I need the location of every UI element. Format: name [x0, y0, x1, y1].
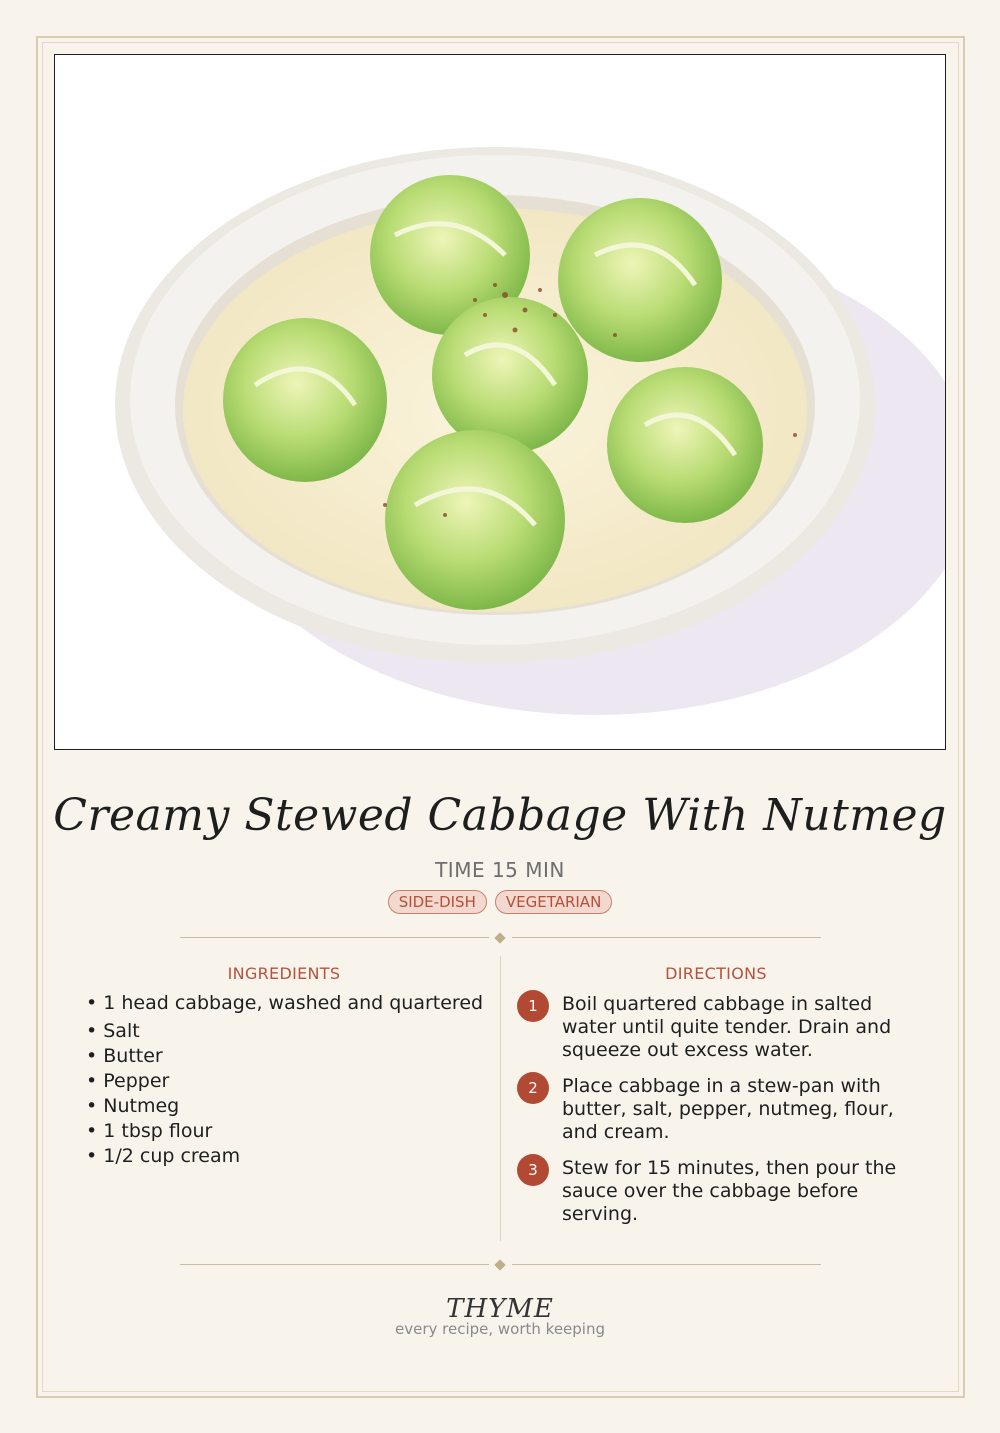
directions-list [517, 990, 907, 1236]
step-text: Stew for 15 minutes, then pour the sauce over the cabbage before serving. [562, 1157, 897, 1225]
brand-logo: THYME [446, 1294, 554, 1324]
ingredient-text: 1 tbsp flour [103, 1120, 213, 1142]
bottom-divider [180, 1259, 821, 1271]
cook-time: TIME 15 MIN [435, 858, 565, 882]
ingredient-text: Salt [103, 1020, 140, 1042]
tag-badge: VEGETARIAN [495, 890, 612, 914]
directions-heading: DIRECTIONS [665, 964, 767, 983]
diamond-ornament-icon [494, 932, 505, 943]
divider-line [512, 937, 821, 938]
ingredient-text: 1/2 cup cream [103, 1145, 241, 1167]
list-item: • Salt [86, 1020, 140, 1042]
brand-tagline: every recipe, worth keeping [394, 1320, 605, 1338]
recipe-title: Creamy Stewed Cabbage With Nutmeg [53, 790, 947, 841]
step-text: Place cabbage in a stew-pan with butter, salt, pepper, nutmeg, flour, and cream. [562, 1075, 894, 1143]
ingredient-text: Nutmeg [103, 1095, 180, 1117]
column-divider [500, 956, 501, 1241]
tag-badge: SIDE-DISH [388, 890, 487, 914]
step-item [517, 990, 907, 1062]
list-item: • 1/2 cup cream [86, 1145, 241, 1167]
list-item: • Butter [86, 1045, 163, 1067]
divider-line [180, 937, 489, 938]
step-item [517, 1072, 907, 1144]
step-number-badge: 2 [517, 1072, 549, 1104]
list-item: • 1 tbsp flour [86, 1120, 213, 1142]
recipe-photo [54, 54, 946, 750]
step-number-badge: 3 [517, 1154, 549, 1186]
ingredients-heading: INGREDIENTS [227, 964, 341, 983]
ingredient-text: Pepper [103, 1070, 170, 1092]
divider-line [512, 1264, 821, 1265]
ingredients-list [86, 991, 496, 1169]
step-number-badge: 1 [517, 990, 549, 1022]
step-item [517, 1154, 907, 1226]
list-item: • Pepper [86, 1070, 170, 1092]
step-text: Boil quartered cabbage in salted water until quite tender. Drain and squeeze out excess water. [562, 993, 892, 1061]
ingredient-text: Butter [103, 1045, 163, 1067]
top-divider [180, 932, 821, 944]
list-item: • 1 head cabbage, washed and quartered [86, 992, 484, 1014]
tag-list [0, 890, 1000, 914]
ingredient-text: 1 head cabbage, washed and quartered [103, 992, 484, 1014]
divider-line [180, 1264, 489, 1265]
diamond-ornament-icon [494, 1259, 505, 1270]
list-item: • Nutmeg [86, 1095, 180, 1117]
